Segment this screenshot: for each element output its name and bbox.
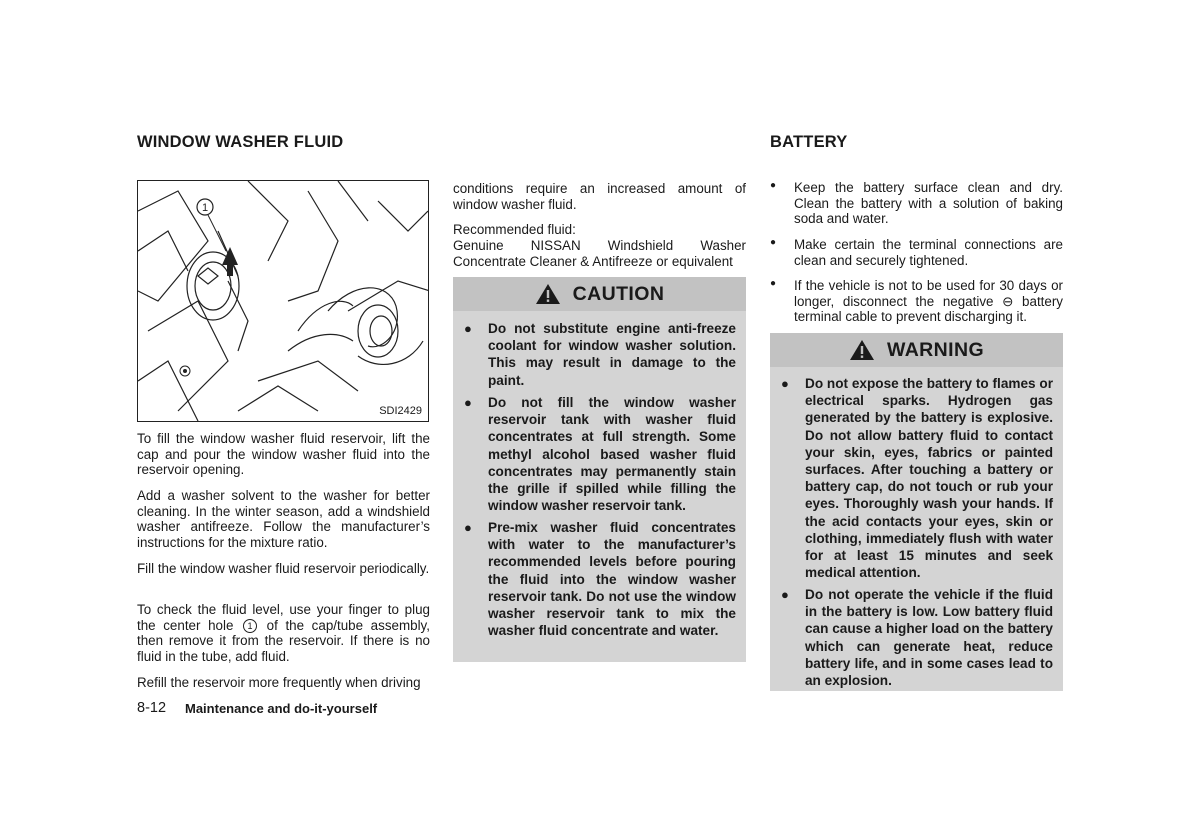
paragraph-fill-reservoir: To fill the window washer fluid reservoir, lift the cap and pour the window washer fluid into the reservoir opening. <box>137 431 430 478</box>
battery-item-1: Keep the battery surface clean and dry. Clean the battery with a solution of baking soda and water. <box>794 180 1063 227</box>
figure-callout-1: 1 <box>201 202 209 214</box>
recommended-fluid-label: Recommended fluid: <box>453 222 576 237</box>
bullet-dot: ● <box>464 321 472 336</box>
battery-item-2: Make certain the terminal connections are clean and securely tightened. <box>794 237 1063 268</box>
bullet-dot: ● <box>781 376 789 391</box>
warning-item-1: Do not expose the battery to flames or electrical sparks. Hydrogen gas generated by the battery is explosive. Do not allow battery fluid to contact your skin, eyes, fabrics or painted surfaces. After touching a battery or battery cap, do not touch or rub your eyes. Thoroughly wash your hands. If the acid contacts your eyes, skin or clothing, immediately flush with water for at least 15 minutes and seek medical attention. <box>805 376 1053 581</box>
negative-terminal-symbol: ⊖ <box>1002 293 1014 309</box>
warning-item-2: Do not operate the vehicle if the fluid in the battery is low. Low battery fluid can cause a higher load on the battery which can generate heat, reduce battery life, and in some cases lead to an explosion. <box>805 587 1053 689</box>
caution-item-3: Pre-mix washer fluid concentrates with water to the manufacturer’s recommended levels before pouring the fluid into the window washer reservoir tank. Do not use the window washer reservoir tank to mix the washer fluid concentrate and water. <box>488 520 736 639</box>
battery-item-3 <box>794 278 1063 325</box>
paragraph-refill: Refill the reservoir more frequently when driving <box>137 675 421 690</box>
caution-triangle-icon <box>535 283 561 305</box>
warning-title: WARNING <box>886 338 985 361</box>
check-level-text-b: of the cap/tube assembly, then remove it from the reservoir. If there is no fluid in the tube, add fluid. <box>137 617 430 664</box>
paragraph-check-level <box>137 602 430 664</box>
warning-triangle-icon <box>849 339 875 361</box>
washer-reservoir-illustration <box>137 180 429 422</box>
bullet-dot: ● <box>464 395 472 410</box>
bullet-dot: ● <box>464 520 472 535</box>
section-title-footer: Maintenance and do-it-yourself <box>185 701 378 716</box>
check-level-text-a: To check the fluid level, use your finger to plug the center hole <box>137 602 430 633</box>
caution-title: CAUTION <box>572 282 665 305</box>
bullet-dot: ● <box>770 278 777 289</box>
section-heading-washer-fluid: WINDOW WASHER FLUID <box>137 133 344 151</box>
battery-item-3-text-b: battery terminal cable to prevent discharging it. <box>794 293 1063 325</box>
caution-item-2: Do not fill the window washer reservoir tank with washer fluid concentrates at full strength. Some methyl alcohol based washer fluid concentrates may permanently stain the grille if spilled while filling the window washer reservoir tank. <box>488 395 736 514</box>
caution-item-1: Do not substitute engine anti-freeze coolant for window washer solution. This may result in damage to the paint. <box>488 321 736 388</box>
reservoir-drawing <box>138 181 429 422</box>
caution-box <box>453 277 746 662</box>
paragraph-conditions: conditions require an increased amount of window washer fluid. <box>453 181 746 212</box>
page-number: 8-12 <box>137 700 167 716</box>
section-heading-battery: BATTERY <box>770 133 848 151</box>
callout-1-inline: 1 <box>243 619 257 633</box>
bullet-dot: ● <box>770 237 777 248</box>
paragraph-washer-solvent: Add a washer solvent to the washer for better cleaning. In the winter season, add a windshield washer antifreeze. Follow the manufacturer’s instructions for the mixture ratio. <box>137 488 430 550</box>
battery-item-3-text-a: If the vehicle is not to be used for 30 days or longer, disconnect the negative <box>794 278 1063 309</box>
bullet-dot: ● <box>781 587 789 602</box>
figure-code: SDI2429 <box>379 405 422 417</box>
paragraph-fill-periodically: Fill the window washer fluid reservoir periodically. <box>137 561 430 576</box>
recommended-fluid-text: Genuine NISSAN Windshield Washer Concentrate Cleaner & Antifreeze or equivalent <box>453 238 746 269</box>
warning-box <box>770 333 1063 691</box>
bullet-dot: ● <box>770 180 777 191</box>
